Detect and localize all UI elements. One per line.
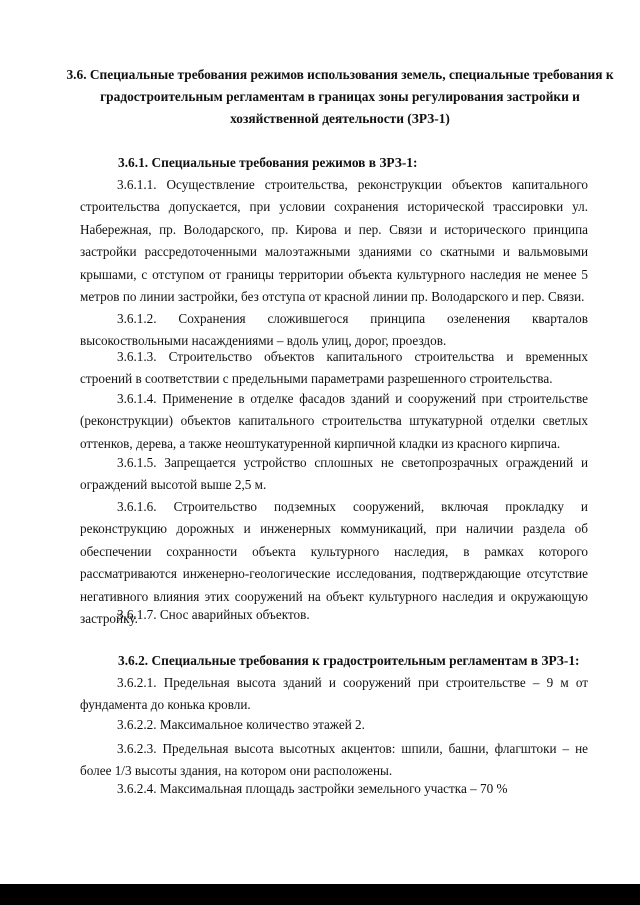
clause-3-6-1-7: 3.6.1.7. Снос аварийных объектов.	[117, 607, 310, 622]
clause-3-6-2-4: 3.6.2.4. Максимальная площадь застройки земельного участка – 70 %	[117, 781, 508, 796]
clause-3-6-1-4: 3.6.1.4. Применение в отделке фасадов зданий и сооружений при строительстве (реконструкции) объектов капитального строительства штукатурной отделки светлых оттенков, дерева, а также неоштукатуренной кирпичной кладки из красного кирпича.	[80, 391, 588, 451]
clause-3-6-1-2: 3.6.1.2. Сохранения сложившегося принципа озеленения кварталов высокоствольными насаждениями – вдоль улиц, дорог, проездов.	[80, 311, 588, 349]
scan-border-bottom	[0, 884, 640, 905]
clause-3-6-1-6: 3.6.1.6. Строительство подземных сооружений, включая прокладку и реконструкцию дорожных и инженерных коммуникаций, при наличии раздела об обеспечении сохранности объекта культурного наследия, в рамках которого рассматриваются инженерно-геологические исследования, подтверждающие отсутствие негативного влияния этих сооружений на объект культурного наследия и окружающую застройку.	[80, 499, 588, 627]
clause-3-6-2-1: 3.6.2.1. Предельная высота зданий и сооружений при строительстве – 9 м от фундамента до конька кровли.	[80, 675, 588, 713]
section-title: 3.6. Специальные требования режимов использования земель, специальные требования к градостроительным регламентам в границах зоны регулирования застройки и хозяйственной деятельности (ЗРЗ-1)	[66, 67, 614, 126]
clause-3-6-1-5: 3.6.1.5. Запрещается устройство сплошных не светопрозрачных ограждений и ограждений высотой выше 2,5 м.	[80, 455, 588, 493]
subsection-1-title: 3.6.1. Специальные требования режимов в ЗРЗ-1:	[118, 155, 418, 170]
clause-3-6-1-3: 3.6.1.3. Строительство объектов капитального строительства и временных строений в соответствии с предельными параметрами разрешенного строительства.	[80, 349, 588, 387]
clause-3-6-1-1: 3.6.1.1. Осуществление строительства, реконструкции объектов капитального строительства допускается, при условии сохранения исторической трассировки ул. Набережная, пр. Володарского, пр. Кирова и пер. Связи и исторического принципа застройки рассредоточенными малоэтажными зданиями со скатными и вальмовыми крышами, с отступом от границы территории объекта культурного наследия не менее 5 метров по линии застройки, без отступа от красной линии пр. Володарского и пер. Связи.	[80, 177, 588, 305]
subsection-2-title: 3.6.2. Специальные требования к градостроительным регламентам в ЗРЗ-1:	[118, 653, 580, 668]
clause-3-6-2-3: 3.6.2.3. Предельная высота высотных акцентов: шпили, башни, флагштоки – не более 1/3 высоты здания, на котором они расположены.	[80, 741, 588, 779]
clause-3-6-2-2: 3.6.2.2. Максимальное количество этажей 2.	[117, 717, 365, 732]
